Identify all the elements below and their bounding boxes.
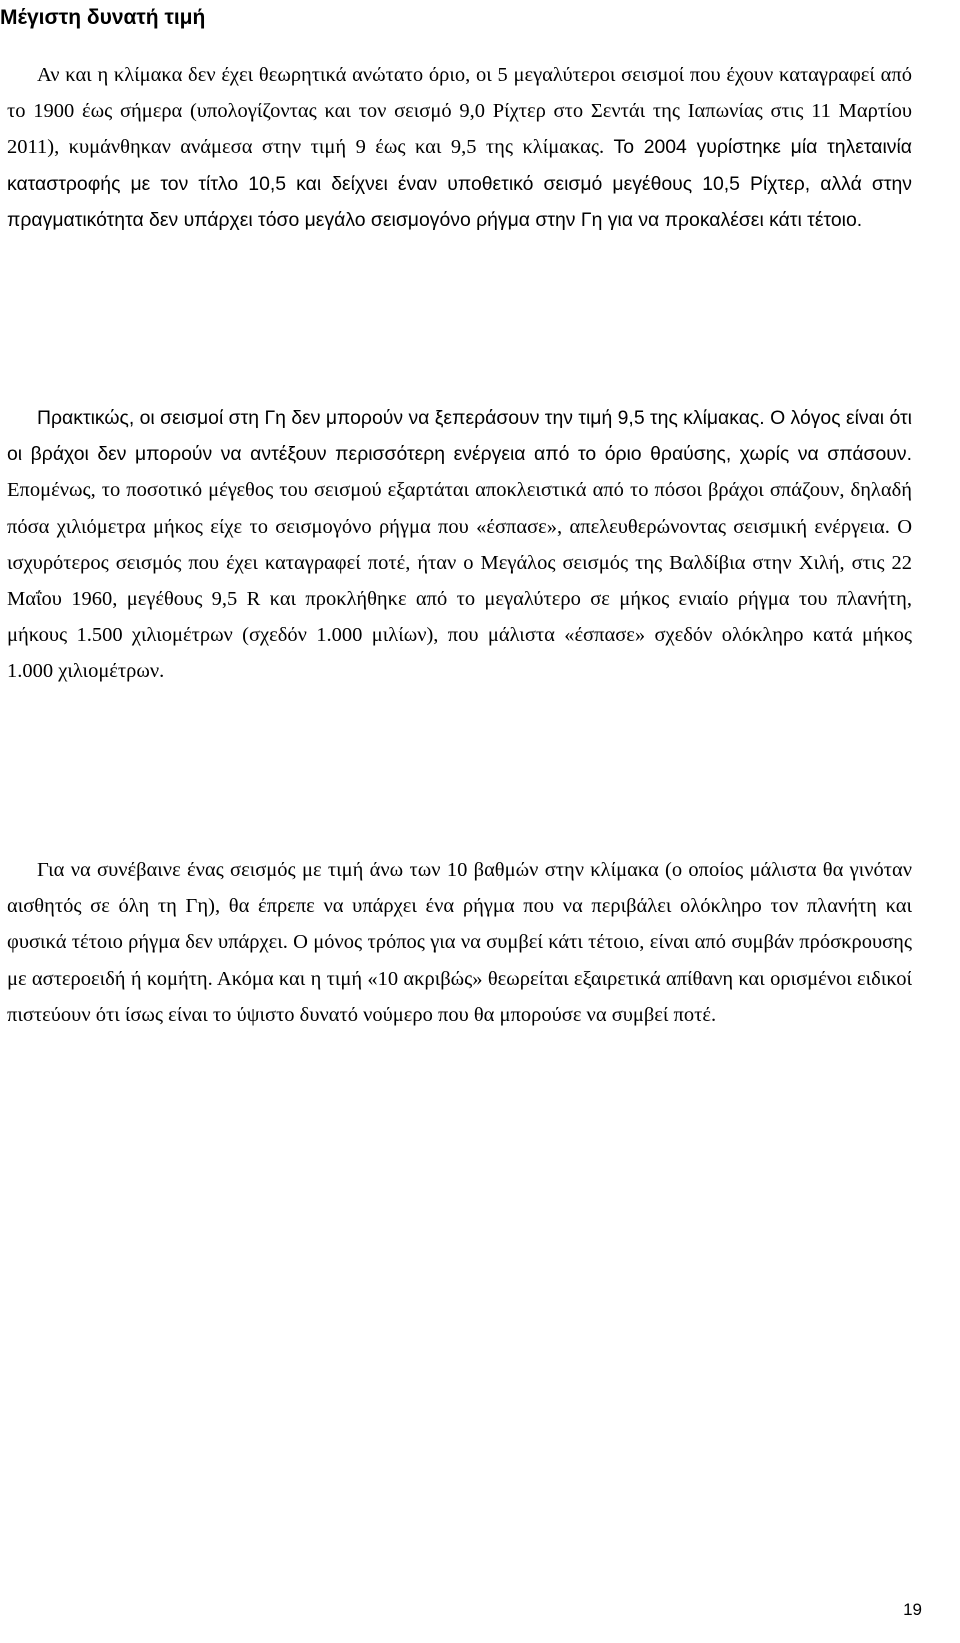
paragraph-2-serif-text: Επομένως, το ποσοτικό μέγεθος του σεισμού εξαρτάται αποκλειστικά από το πόσοι βράχοι σπάζουν, δηλαδή πόσα χιλιόμετρα μήκος είχε το σεισμογόνο ρήγμα που «έσπασε», απελευθερώνοντας σεισμική ενέργεια. Ο ισχυρότερος σεισμός που έχει καταγραφεί ποτέ, ήταν ο Μεγάλος σεισμός της Βαλδίβια στην Χιλή, στις 22 Μαΐου 1960, μεγέθους 9,5 R και προκλήθηκε από το μεγαλύτερο σε μήκος ενιαίο ρήγμα του πλανήτη, μήκους 1.500 χιλιομέτρων (σχεδόν 1.000 μιλίων), που μάλιστα «έσπασε» σχεδόν ολόκληρο κατά μήκος 1.000 χιλιομέτρων. <box>7 479 912 683</box>
paragraph-1-sans-text: Το 2004 γυρίστηκε μία τηλεταινία καταστροφής με τον τίτλο 10,5 και δείχνει έναν υποθετικό σεισμό μεγέθους 10,5 Ρίχτερ, αλλά στην πραγματικότητα δεν υπάρχει τόσο μεγάλο σεισμογόνο ρήγμα στην Γη για να προκαλέσει κάτι τέτοιο. <box>7 136 912 231</box>
paragraph-3-serif-text: Για να συνέβαινε ένας σεισμός με τιμή άνω των 10 βαθμών στην κλίμακα (ο οποίος μάλιστα θα γινόταν αισθητός σε όλη τη Γη), θα έπρεπε να υπάρχει ένα ρήγμα που να περιβάλει ολόκληρο τον πλανήτη και φυσικά τέτοιο ρήγμα δεν υπάρχει. Ο μόνος τρόπος για να συμβεί κάτι τέτοιο, είναι από συμβάν πρόσκρουσης με αστεροειδή ή κομήτη. Ακόμα και η τιμή «10 ακριβώς» θεωρείται εξαιρετικά απίθανη και ορισμένοι ειδικοί πιστεύουν ότι ίσως είναι το ύψιστο δυνατό νούμερο που θα μπορούσε να συμβεί ποτέ. <box>7 859 912 1026</box>
page-number: 19 <box>903 1600 922 1619</box>
paragraph-3 <box>7 852 912 1033</box>
paragraph-1-serif-text: Αν και η κλίμακα δεν έχει θεωρητικά ανώτατο όριο, οι 5 μεγαλύτεροι σεισμοί που έχουν καταγραφεί από το 1900 έως σήμερα (υπολογίζοντας και τον σεισμό 9,0 Ρίχτερ στο Σεντάι της Ιαπωνίας στις 11 Μαρτίου 2011), κυμάνθηκαν ανάμεσα στην τιμή 9 έως και 9,5 της κλίμακας. <box>7 64 912 159</box>
section-heading: Μέγιστη δυνατή τιμή <box>0 6 206 29</box>
paragraph-2-sans-text: Πρακτικώς, οι σεισμοί στη Γη δεν μπορούν να ξεπεράσουν την τιμή 9,5 της κλίμακας. Ο λόγος είναι ότι οι βράχοι δεν μπορούν να αντέξουν περισσότερη ενέργεια από το όριο θραύσης, χωρίς να σπάσουν. <box>7 407 912 466</box>
paragraph-2 <box>7 400 912 690</box>
paragraph-1 <box>7 57 912 238</box>
